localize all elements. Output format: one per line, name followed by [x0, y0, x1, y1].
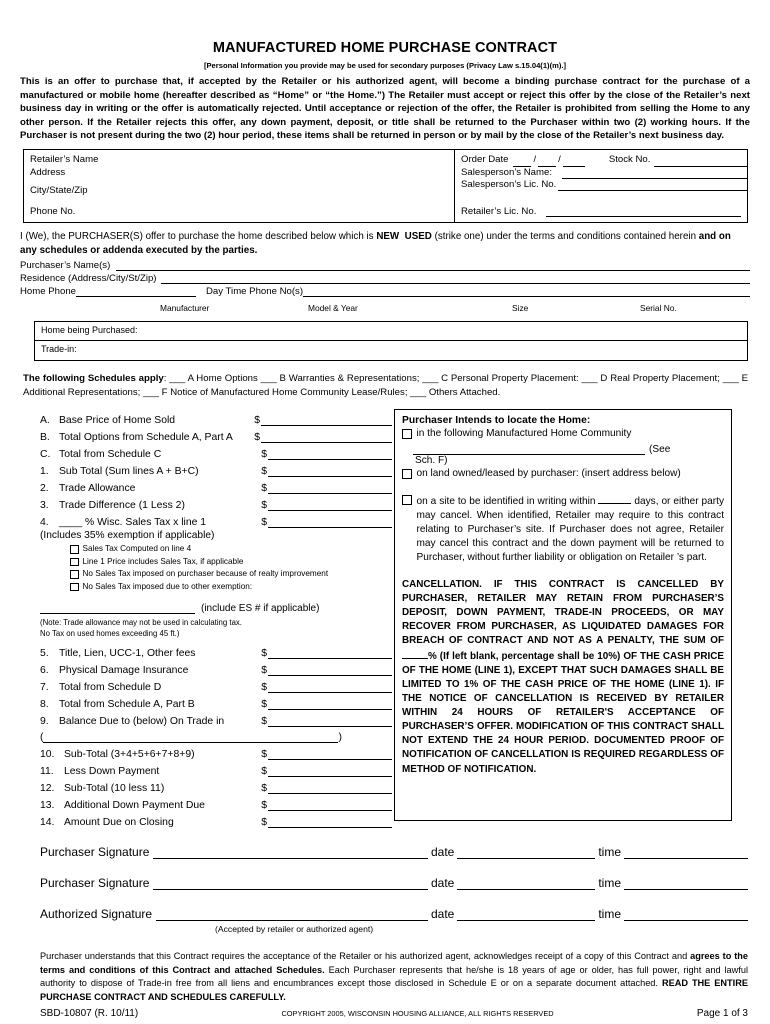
line-label: Less Down Payment: [64, 766, 160, 778]
checkbox-row[interactable]: [70, 543, 392, 555]
offer-statement: [20, 230, 750, 258]
column-header-size: Size: [512, 303, 529, 314]
community-name-row: [413, 441, 724, 455]
line-label: Total from Schedule D: [59, 682, 162, 694]
money-row: [40, 443, 392, 460]
order-date-slash-1: /: [533, 154, 537, 166]
dollar-sign: $: [261, 682, 267, 694]
money-row: [40, 794, 392, 811]
cancellation-percent-input[interactable]: [402, 648, 428, 659]
dollar-sign: $: [261, 817, 267, 829]
line-number: B.: [40, 432, 50, 444]
financial-and-locate-columns: [20, 409, 750, 828]
signature-time-input[interactable]: [624, 874, 748, 890]
dollar-sign: $: [261, 783, 267, 795]
exemption-es-row: [40, 600, 392, 614]
retailer-left-cell: [24, 150, 455, 222]
dollar-sign: $: [261, 716, 267, 728]
money-row: [40, 409, 392, 426]
amount-input[interactable]: [268, 814, 392, 828]
exemption-es-input[interactable]: [40, 600, 195, 614]
line-number: 12.: [40, 783, 55, 795]
checkbox-icon[interactable]: [402, 469, 412, 479]
locate-option-community-label: in the following Manufactured Home Community: [416, 428, 632, 440]
locate-home-panel: [394, 409, 732, 821]
line-number: 6.: [40, 665, 49, 677]
offer-line-1: I (We), the PURCHASER(S) offer to purchase the home described below which is: [20, 231, 374, 243]
amount-input[interactable]: [268, 463, 392, 477]
strike-one-note: (strike one) under the terms and conditions: [434, 231, 621, 243]
close-paren: ): [338, 732, 342, 744]
intro-paragraph: This is an offer to purchase that, if accepted by the Retailer or his authorized agent, will become a binding purchase contract for the purchase of a manufactured or mobile home (hereafter described as “Home” or “the Home.”) The Retailer must accept or reject this offer by the close of the Retailer’s next business day in writing or the offer is automatically rejected. Until acceptance or rejection of the offer, the Retailer is prohibited from selling the Home to any other person. If the Retailer rejects this offer, any down payment, deposit, or title shall be returned to the Purchaser within two (2) working hours. If the Purchaser is not present during the two (2) hour period, these items shall be returned in person or by mail by the close of the Retailer’s next business day.: [20, 76, 750, 142]
signature-section: [20, 843, 750, 934]
checkbox-label: Line 1 Price includes Sales Tax, if applicable: [82, 556, 244, 566]
footer-part-a: Purchaser understands that this Contract requires the acceptance of the Retailer or his authorized agent, acknowledges receipt of a copy of this Contract and: [40, 951, 691, 962]
retailer-lic-label: Retailer’s Lic. No.: [461, 206, 537, 218]
salesperson-name-row: [461, 167, 747, 179]
checkbox-row[interactable]: [70, 581, 392, 593]
home-table-column-headers: [20, 303, 750, 319]
trade-in-row[interactable]: Trade-in:: [41, 344, 77, 355]
checkbox-row[interactable]: [70, 556, 392, 568]
sales-tax-checkbox-list: [40, 543, 392, 593]
checkbox-icon[interactable]: [402, 429, 412, 439]
checkbox-icon[interactable]: [70, 545, 79, 554]
retailer-name-label: Retailer’s Name: [30, 154, 99, 166]
column-header-manufacturer: Manufacturer: [160, 303, 210, 314]
purchaser-names-input[interactable]: [116, 259, 750, 271]
amount-input[interactable]: [268, 746, 392, 760]
signature-label: Purchaser Signature: [40, 845, 150, 860]
signature-row: [40, 843, 748, 859]
amount-input[interactable]: [268, 662, 392, 676]
line-number: 2.: [40, 483, 49, 495]
dollar-sign: $: [254, 432, 260, 444]
money-row: [40, 693, 392, 710]
amount-input[interactable]: [268, 497, 392, 511]
checkbox-icon[interactable]: [70, 570, 79, 579]
amount-input[interactable]: [261, 429, 392, 443]
amount-input[interactable]: [268, 780, 392, 794]
line-label: Sub-Total (3+4+5+6+7+8+9): [64, 749, 195, 761]
line-number: 7.: [40, 682, 49, 694]
line-number: A.: [40, 415, 50, 427]
line-number: 11.: [40, 766, 54, 778]
checkbox-row[interactable]: [70, 568, 392, 580]
page-number: Page 1 of 3: [696, 1007, 748, 1019]
retailer-right-cell: [455, 150, 747, 222]
checkbox-label: No Sales Tax imposed on purchaser because of realty improvement: [82, 569, 329, 579]
trade-note-line-2: No Tax on used homes exceeding 45 ft.): [40, 628, 180, 638]
accepted-by-note: (Accepted by retailer or authorized agent): [215, 924, 374, 935]
dollar-sign: $: [261, 699, 267, 711]
signature-time-label: time: [598, 876, 621, 891]
exemption-es-note: (include ES # if applicable): [201, 603, 320, 615]
amount-input[interactable]: [268, 480, 392, 494]
locate-option-future-site[interactable]: [402, 493, 724, 565]
salesperson-lic-input[interactable]: [558, 179, 747, 191]
form-number: SBD-10807 (R. 10/11): [40, 1007, 139, 1019]
line-label: Total from Schedule A, Part B: [59, 699, 195, 711]
stock-no-label: Stock No.: [608, 154, 651, 166]
signature-time-label: time: [598, 845, 621, 860]
residence-label: Residence (Address/City/St/Zip): [20, 273, 157, 285]
line-label: Amount Due on Closing: [64, 817, 174, 829]
footer-paragraph: [40, 950, 748, 1004]
order-date-year-input[interactable]: [563, 155, 585, 167]
signature-row: [40, 874, 748, 890]
dollar-sign: $: [261, 449, 267, 461]
line-number: 9.: [40, 716, 49, 728]
line-label: Trade Difference (1 Less 2): [59, 500, 185, 512]
amount-input[interactable]: [268, 713, 392, 727]
financial-worksheet: [20, 409, 392, 828]
line-label: Physical Damage Insurance: [59, 665, 189, 677]
salesperson-name-input[interactable]: [562, 167, 747, 179]
line-label: Title, Lien, UCC-1, Other fees: [59, 648, 196, 660]
column-header-model-year: Model & Year: [308, 303, 358, 314]
money-row: [40, 710, 392, 727]
money-row: [40, 760, 392, 777]
retailer-city-state-zip-label: City/State/Zip: [30, 184, 88, 196]
day-phone-input[interactable]: [303, 285, 750, 297]
line-number: 5.: [40, 648, 49, 660]
home-trade-box: [34, 321, 748, 361]
signature-input[interactable]: [153, 843, 428, 859]
future-site-days-input[interactable]: [598, 493, 631, 504]
privacy-notice: [Personal Information you provide may be used for secondary purposes (Privacy Law s.15.04(1)(m).]: [203, 61, 567, 70]
line-label: ____ % Wisc. Sales Tax x line 1: [59, 517, 207, 529]
new-word: NEW: [376, 231, 400, 243]
dollar-sign: $: [261, 749, 267, 761]
order-date-row: [461, 154, 747, 166]
signature-input[interactable]: [153, 874, 428, 890]
line-number: C.: [40, 449, 51, 461]
document-sheet: [20, 26, 750, 1019]
line-label: Total from Schedule C: [59, 449, 162, 461]
signature-time-input[interactable]: [624, 905, 748, 921]
money-row: [40, 676, 392, 693]
trade-in-detail-input[interactable]: [43, 729, 338, 743]
signature-date-input[interactable]: [457, 874, 595, 890]
dollar-sign: $: [261, 466, 267, 478]
home-being-purchased-row[interactable]: Home being Purchased:: [35, 322, 747, 341]
purchaser-names-label: Purchaser’s Name(s): [20, 260, 111, 272]
dollar-sign: $: [261, 483, 267, 495]
schedules-body: : ___ A Home Options ___ B Warranties & Representations; ___ C Personal Property Placement: ___ D Real Property Placement; ___ E Additional Representations; ___ F Notice of Manufactured Home Community Lease/Rules; ___ Others Attached.: [23, 373, 748, 399]
retailer-address-label: Address: [30, 166, 66, 178]
money-row: [40, 777, 392, 794]
locate-option-own-land[interactable]: [402, 467, 724, 481]
money-row: [40, 460, 392, 477]
order-date-label: Order Date: [461, 154, 509, 166]
dollar-sign: $: [261, 766, 267, 778]
line-label: Sub-Total (10 less 11): [64, 783, 165, 795]
locate-option-community[interactable]: [402, 427, 724, 441]
order-date-slash-2: /: [558, 154, 561, 166]
line-number: 4.: [40, 517, 49, 529]
home-phone-label: Home Phone: [20, 286, 76, 298]
column-header-serial-no: Serial No.: [640, 303, 677, 314]
line-number: 1.: [40, 466, 49, 478]
trade-in-detail-row: [40, 727, 392, 743]
footer-part-b: Each Purchaser represents that he/she is 18 years of age or older, has full power, right and lawful authority to dispose of Trade-in free from all liens and encumbrances except those disclosed in Schedule E or on a separate document attached.: [40, 964, 749, 989]
dollar-sign: $: [261, 517, 267, 529]
locate-panel-title: Purchaser Intends to locate the Home:: [402, 415, 591, 427]
amount-input[interactable]: [268, 763, 392, 777]
dollar-sign: $: [261, 500, 267, 512]
home-phone-row: [20, 285, 750, 297]
line-label: Base Price of Home Sold: [59, 415, 176, 427]
schedules-paragraph: [23, 372, 748, 400]
salesperson-lic-row: [461, 179, 747, 191]
order-date-month-input[interactable]: [513, 155, 531, 167]
money-row: [40, 659, 392, 676]
line-number: 3.: [40, 500, 49, 512]
amount-input[interactable]: [268, 446, 392, 460]
used-word: USED: [404, 231, 432, 243]
footer-bold-2: READ THE ENTIRE PURCHASE CONTRACT AND SCHEDULES CAREFULLY.: [40, 978, 748, 1002]
line-label: Balance Due to (below) On Trade in: [59, 716, 225, 728]
cancellation-part-b: % (If left blank, percentage shall be 10%) OF THE CASH PRICE OF THE HOME (LINE 1), EXCEPT THAT SUCH DAMAGES SHALL BE LIMITED TO 1% OF THE CASH PRICE OF THE HOME (LINE 1). IF THE NOTICE OF CANCELLATION IS RECEIVED BY RETAILER WITHIN 24 HOURS OF RETAILER'S ACCEPTANCE OF PURCHASER’S OFFER. MODIFICATION OF THIS CONTRACT SHALL NOT EXTEND THE 24 HOUR PERIOD. DOCUMENTED PROOF OF NOTIFICATION OF CANCELLATION IS REQUIRED REGARDLESS OF METHOD OF NOTIFICATION.: [402, 651, 724, 775]
dollar-sign: $: [261, 665, 267, 677]
future-site-part-b: days, or either party may cancel. When identified, Retailer may require to this contract relating to Purchaser’s site. If Purchaser does not agree, Retailer may cancel this contract and the down payment will be returned to Purchaser, without further liability or obligation on Retailer ’s part.: [416, 496, 724, 563]
signature-date-label: date: [430, 876, 455, 891]
money-row: [40, 642, 392, 659]
footer-bold-1: agrees to the terms and conditions of this Contract and attached Schedules.: [40, 951, 748, 975]
checkbox-icon[interactable]: [70, 558, 79, 567]
amount-input[interactable]: [268, 645, 392, 659]
cancellation-clause: [402, 578, 724, 777]
checkbox-icon[interactable]: [402, 495, 412, 505]
order-date-day-input[interactable]: [538, 155, 556, 167]
locate-option-own-land-label: on land owned/leased by purchaser: (insert address below): [416, 468, 681, 480]
line-number: 14.: [40, 817, 55, 829]
signature-date-label: date: [430, 907, 455, 922]
retailer-phone-label: Phone No.: [30, 206, 76, 218]
sch-f-text: Sch. F): [415, 455, 448, 467]
line-label: Additional Down Payment Due: [64, 800, 205, 812]
home-phone-input[interactable]: [76, 285, 196, 297]
exemption-note: (Includes 35% exemption if applicable): [40, 530, 215, 542]
signature-time-input[interactable]: [624, 843, 748, 859]
schedules-lead: The following Schedules apply: [23, 373, 164, 385]
residence-input[interactable]: [161, 272, 751, 284]
dollar-sign: $: [261, 800, 267, 812]
copyright-notice: COPYRIGHT 2005, WISCONSIN HOUSING ALLIANCE, ALL RIGHTS RESERVED: [281, 1008, 554, 1018]
offer-line-2-bold: and on any schedules or addenda executed by the parties.: [20, 231, 731, 257]
amount-input[interactable]: [268, 514, 392, 528]
signature-date-label: date: [430, 845, 455, 860]
day-phone-label: Day Time Phone No(s): [206, 286, 304, 298]
money-row: [40, 743, 392, 760]
signature-time-label: time: [598, 907, 621, 922]
trade-note-line-1: (Note: Trade allowance may not be used in calculating tax.: [40, 618, 242, 628]
retailer-lic-row: [461, 205, 741, 217]
money-row: [40, 811, 392, 828]
salesperson-name-label: Salesperson’s Name:: [461, 166, 553, 178]
amount-input[interactable]: [261, 412, 392, 426]
cancellation-part-a: CANCELLATION. IF THIS CONTRACT IS CANCELLED BY PURCHASER, RETAILER MAY RETAIN FROM PURCHASER’S DEPOSIT, DOWN PAYMENT, TRADE-IN PROCEEDS, OR MAY RECOVER FROM PURCHASER, AS LIQUIDATED DAMAGES FOR BREACH OF CONTRACT AND NOT AS A PENALTY, THE SUM OF: [402, 578, 724, 646]
purchaser-names-row: [20, 259, 750, 271]
signature-input[interactable]: [156, 905, 428, 921]
line-label: Total Options from Schedule A, Part A: [59, 432, 233, 444]
signature-date-input[interactable]: [457, 843, 595, 859]
money-row: [40, 494, 392, 511]
line-number: 13.: [40, 800, 55, 812]
dollar-sign: $: [261, 648, 267, 660]
signature-date-input[interactable]: [457, 905, 595, 921]
footer-bar: [40, 1008, 748, 1019]
signature-label: Purchaser Signature: [40, 876, 150, 891]
line-number: 8.: [40, 699, 49, 711]
money-row: [40, 477, 392, 494]
amount-input[interactable]: [268, 679, 392, 693]
amount-input[interactable]: [268, 696, 392, 710]
future-site-part-a: on a site to be identified in writing within: [416, 496, 596, 508]
amount-input[interactable]: [268, 797, 392, 811]
signature-row: [40, 905, 748, 921]
stock-no-input[interactable]: [654, 155, 747, 167]
offer-line-2: contained herein: [623, 231, 699, 243]
line-number: 10.: [40, 749, 55, 761]
money-row: [40, 426, 392, 443]
checkbox-icon[interactable]: [70, 583, 79, 592]
retailer-lic-input[interactable]: [546, 205, 741, 217]
page-title: MANUFACTURED HOME PURCHASE CONTRACT: [212, 40, 558, 56]
open-paren: (: [40, 732, 44, 744]
community-name-input[interactable]: [413, 441, 645, 455]
salesperson-lic-label: Salesperson’s Lic. No.: [461, 178, 557, 190]
residence-row: [20, 272, 750, 284]
line-label: Sub Total (Sum lines A + B+C): [59, 466, 199, 478]
see-text: (See: [649, 444, 671, 456]
locate-option-future-site-text: [417, 493, 725, 565]
line-label: Trade Allowance: [59, 483, 136, 495]
checkbox-label: Sales Tax Computed on line 4: [82, 544, 192, 554]
checkbox-label: No Sales Tax imposed due to other exemption:: [82, 581, 253, 591]
money-row: [40, 511, 392, 528]
signature-label: Authorized Signature: [40, 907, 153, 922]
dollar-sign: $: [254, 415, 260, 427]
retailer-info-box: [23, 149, 748, 223]
